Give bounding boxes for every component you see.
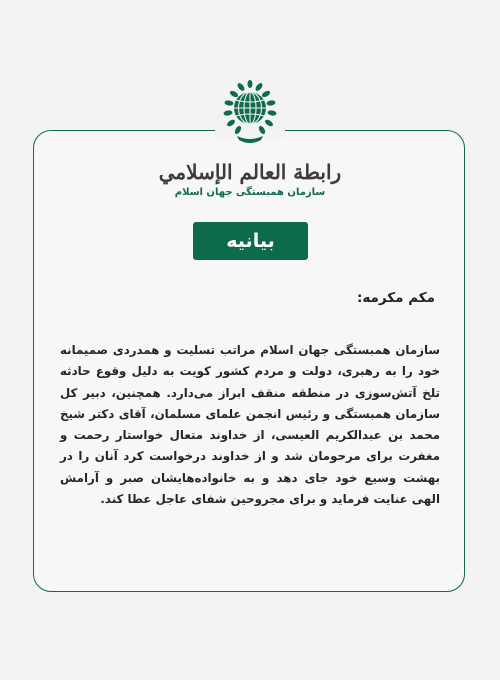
statement-paragraph: سازمان همبستگی جهان اسلام مراتب تسلیت و همدردی صمیمانه خود را به رهبری، دولت و مردم کشور کویت به دلیل وقوع حادثه تلخ آتش‌سوزی در منطقه منقف ابراز می‌دارد. همچنین، دبیر کل سازمان همبستگی و رئیس انجمن علمای مسلمان، آقای دکتر شیخ محمد بن عبدالکریم العیسی، از خداوند متعال خواستار رحمت و مغفرت برای مرحومان شد و از خداوند درخواست کرد آنان را در بهشت وسیع خود جای دهد و به خانواده‌هایشان صبر و آرامش الهی عنایت فرماید و برای مجروحین شفای عاجل عطا کند.: [60, 343, 440, 507]
org-name-arabic: رابطة العالم الإسلامي: [158, 160, 342, 184]
org-name-persian: سازمان همبستگی جهان اسلام: [174, 187, 326, 198]
statement-title-badge: بیانیه: [193, 222, 308, 260]
globe-emblem-icon: [223, 80, 277, 156]
salutation-text: مکم مکرمه:: [356, 290, 435, 306]
org-logo-block: [0, 80, 500, 198]
